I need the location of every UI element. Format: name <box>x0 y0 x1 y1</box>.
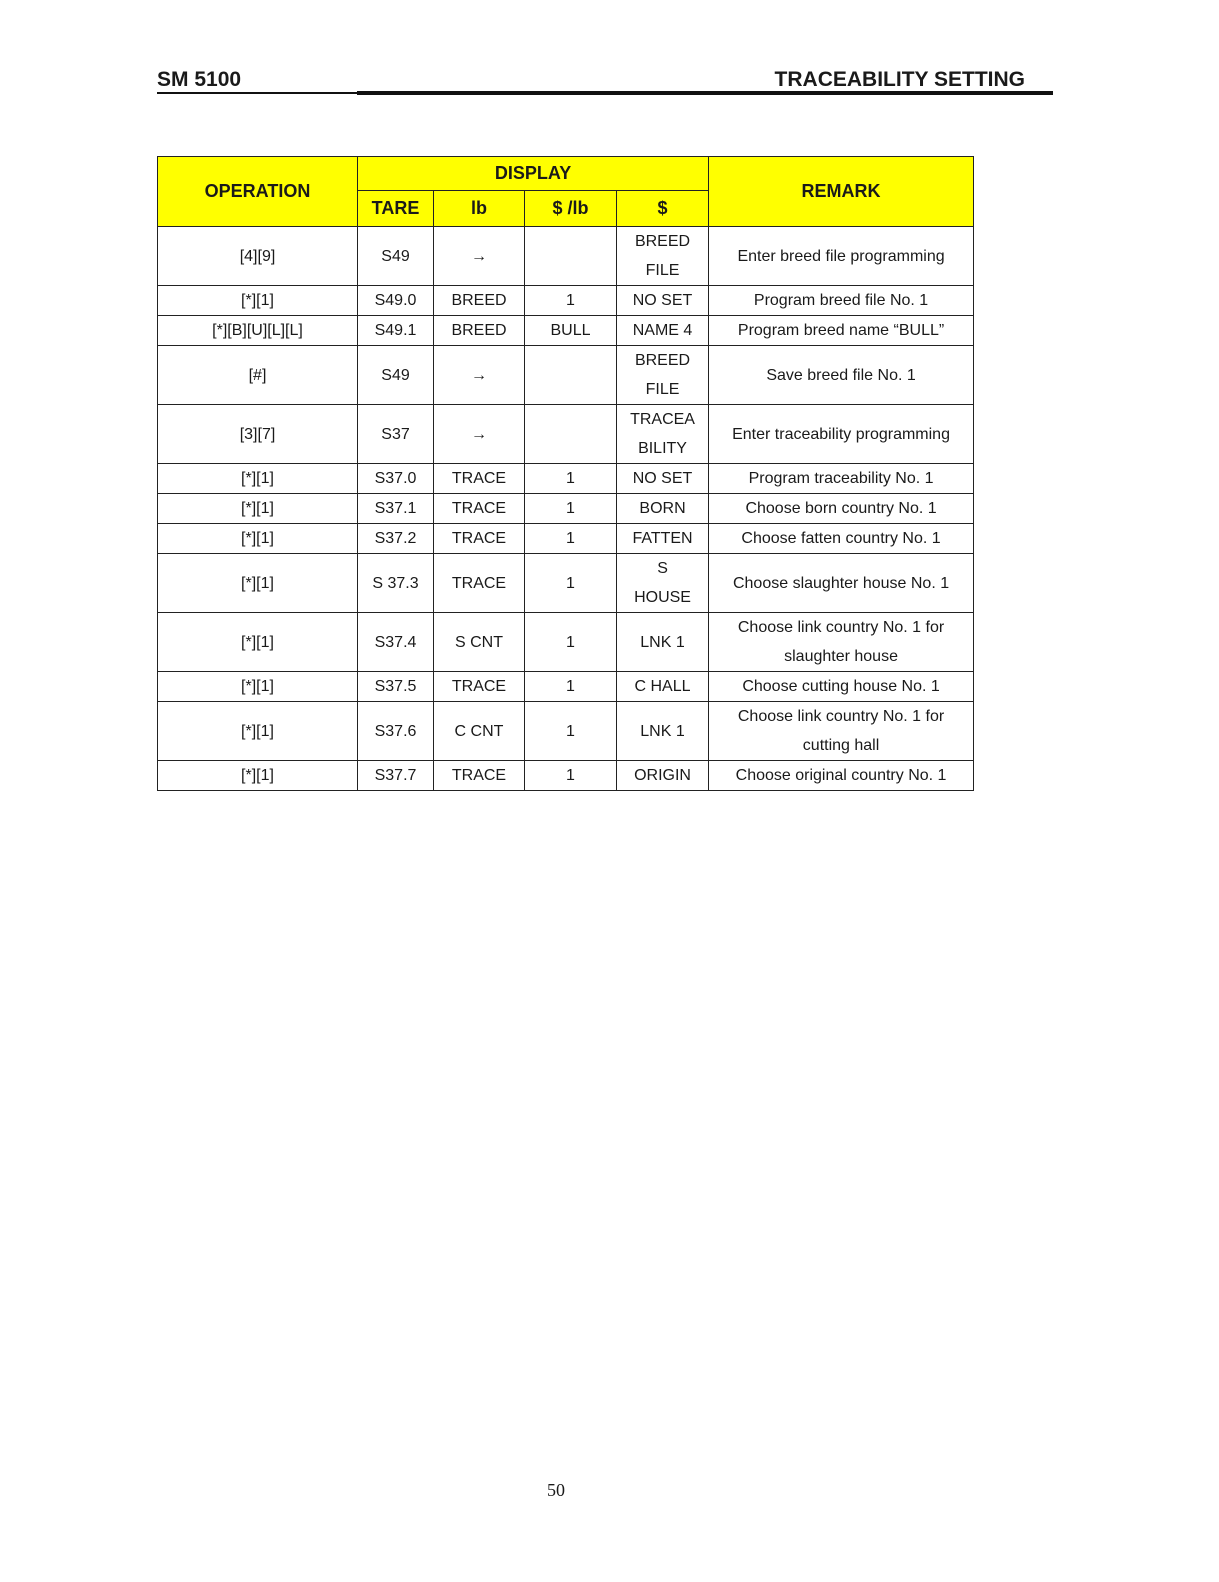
lb-cell: TRACE <box>434 464 525 494</box>
tare-cell: S37.7 <box>358 761 434 791</box>
table-row <box>158 702 974 761</box>
remark-line-2: cutting hall <box>802 737 880 754</box>
dollar-line-1: BREED <box>634 233 691 250</box>
price-per-lb-cell: 1 <box>525 286 617 316</box>
remark-cell <box>709 702 974 761</box>
tare-cell: S49.1 <box>358 316 434 346</box>
lb-cell: C CNT <box>434 702 525 761</box>
operation-cell: [*][1] <box>158 524 358 554</box>
dollar-line-2: HOUSE <box>634 589 691 606</box>
tare-cell: S 37.3 <box>358 554 434 613</box>
dollar-cell: C HALL <box>617 672 709 702</box>
dollar-cell: FATTEN <box>617 524 709 554</box>
price-per-lb-cell <box>525 227 617 286</box>
price-per-lb-cell <box>525 405 617 464</box>
dollar-cell: NO SET <box>617 464 709 494</box>
price-per-lb-cell: 1 <box>525 524 617 554</box>
header-tare: TARE <box>358 191 434 227</box>
price-per-lb-cell: 1 <box>525 494 617 524</box>
lb-cell: S CNT <box>434 613 525 672</box>
remark-cell <box>709 613 974 672</box>
tare-cell: S49 <box>358 346 434 405</box>
remark-cell: Choose cutting house No. 1 <box>709 672 974 702</box>
tare-cell: S37.2 <box>358 524 434 554</box>
dollar-cell: LNK 1 <box>617 613 709 672</box>
remark-cell: Choose original country No. 1 <box>709 761 974 791</box>
traceability-table <box>157 156 974 791</box>
lb-cell: TRACE <box>434 494 525 524</box>
remark-cell: Program breed file No. 1 <box>709 286 974 316</box>
operation-cell: [*][1] <box>158 613 358 672</box>
table-row <box>158 227 974 286</box>
dollar-line-2: FILE <box>645 262 680 279</box>
remark-cell: Enter breed file programming <box>709 227 974 286</box>
dollar-line-2: BILITY <box>638 440 687 457</box>
lb-cell: BREED <box>434 316 525 346</box>
remark-cell: Save breed file No. 1 <box>709 346 974 405</box>
header-display: DISPLAY <box>358 157 709 191</box>
operation-cell: [*][1] <box>158 286 358 316</box>
operation-cell: [*][1] <box>158 761 358 791</box>
price-per-lb-cell: BULL <box>525 316 617 346</box>
table-row <box>158 613 974 672</box>
table-row <box>158 554 974 613</box>
dollar-cell <box>617 346 709 405</box>
remark-line-2: slaughter house <box>784 648 898 665</box>
tare-cell: S37.6 <box>358 702 434 761</box>
price-per-lb-cell: 1 <box>525 702 617 761</box>
lb-cell: TRACE <box>434 554 525 613</box>
dollar-cell <box>617 405 709 464</box>
dollar-cell: LNK 1 <box>617 702 709 761</box>
price-per-lb-cell <box>525 346 617 405</box>
remark-line-1: Choose link country No. 1 for <box>737 619 945 636</box>
remark-cell: Choose slaughter house No. 1 <box>709 554 974 613</box>
price-per-lb-cell: 1 <box>525 464 617 494</box>
dollar-line-1: TRACEA <box>630 411 695 428</box>
remark-cell: Program traceability No. 1 <box>709 464 974 494</box>
tare-cell: S49.0 <box>358 286 434 316</box>
price-per-lb-cell: 1 <box>525 613 617 672</box>
table-row <box>158 346 974 405</box>
dollar-cell: BORN <box>617 494 709 524</box>
tare-cell: S37 <box>358 405 434 464</box>
dollar-cell <box>617 227 709 286</box>
dollar-cell: NO SET <box>617 286 709 316</box>
table-row <box>158 316 974 346</box>
operation-cell: [*][1] <box>158 464 358 494</box>
remark-cell: Program breed name “BULL” <box>709 316 974 346</box>
table-row <box>158 286 974 316</box>
operation-cell: [*][1] <box>158 554 358 613</box>
header-rule-thick <box>357 91 1053 95</box>
dollar-line-2: FILE <box>645 381 680 398</box>
operation-cell: [*][B][U][L][L] <box>158 316 358 346</box>
header-dollar: $ <box>617 191 709 227</box>
operation-cell: [#] <box>158 346 358 405</box>
page-number: 50 <box>547 1480 565 1500</box>
table-row <box>158 494 974 524</box>
lb-cell: → <box>434 227 525 286</box>
dollar-line-1: BREED <box>634 352 691 369</box>
dollar-cell <box>617 554 709 613</box>
operation-cell: [4][9] <box>158 227 358 286</box>
section-title: TRACEABILITY SETTING <box>774 68 1025 91</box>
operation-cell: [*][1] <box>158 494 358 524</box>
dollar-line-1: S <box>657 560 668 577</box>
price-per-lb-cell: 1 <box>525 672 617 702</box>
operation-cell: [*][1] <box>158 672 358 702</box>
tare-cell: S37.5 <box>358 672 434 702</box>
tare-cell: S37.4 <box>358 613 434 672</box>
header-remark: REMARK <box>709 157 974 227</box>
header-lb: lb <box>434 191 525 227</box>
header-operation: OPERATION <box>158 157 358 227</box>
model-title: SM 5100 <box>157 68 242 91</box>
lb-cell: TRACE <box>434 524 525 554</box>
lb-cell: TRACE <box>434 761 525 791</box>
table-row <box>158 761 974 791</box>
price-per-lb-cell: 1 <box>525 761 617 791</box>
table-row <box>158 464 974 494</box>
tare-cell: S37.0 <box>358 464 434 494</box>
page-header <box>157 66 1053 96</box>
price-per-lb-cell: 1 <box>525 554 617 613</box>
remark-cell: Choose fatten country No. 1 <box>709 524 974 554</box>
remark-line-1: Choose link country No. 1 for <box>737 708 945 725</box>
dollar-cell: ORIGIN <box>617 761 709 791</box>
remark-cell: Choose born country No. 1 <box>709 494 974 524</box>
remark-cell: Enter traceability programming <box>709 405 974 464</box>
lb-cell: → <box>434 405 525 464</box>
operation-cell: [3][7] <box>158 405 358 464</box>
lb-cell: TRACE <box>434 672 525 702</box>
header-rule-thin <box>157 92 357 94</box>
table-row <box>158 405 974 464</box>
dollar-cell: NAME 4 <box>617 316 709 346</box>
header-price-per-lb: $ /lb <box>525 191 617 227</box>
operation-cell: [*][1] <box>158 702 358 761</box>
lb-cell: BREED <box>434 286 525 316</box>
table-row <box>158 672 974 702</box>
tare-cell: S49 <box>358 227 434 286</box>
table-row <box>158 524 974 554</box>
tare-cell: S37.1 <box>358 494 434 524</box>
lb-cell: → <box>434 346 525 405</box>
